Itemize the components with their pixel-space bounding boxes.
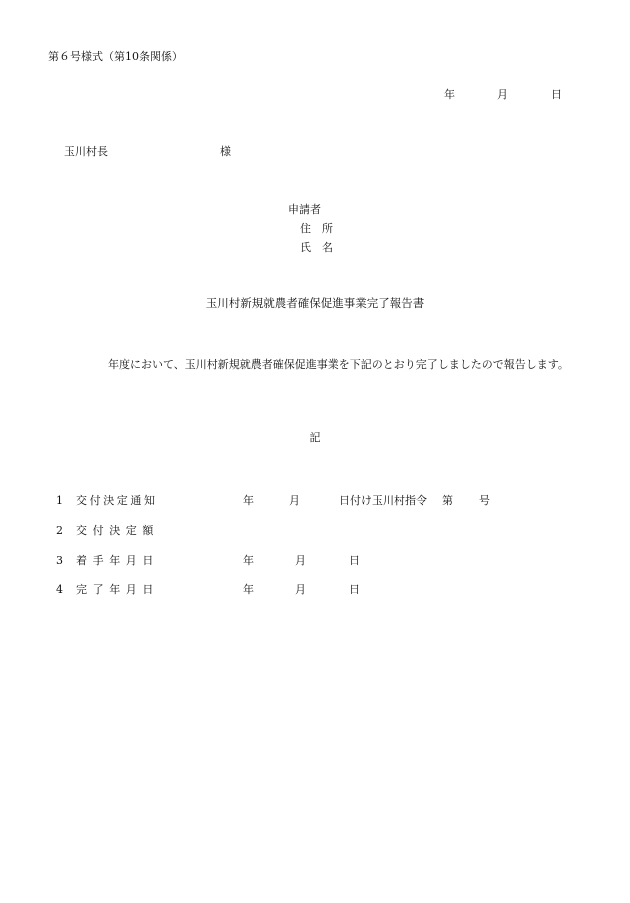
applicant-name-label: 氏 名 (300, 241, 333, 254)
date-month: 月 (497, 88, 508, 101)
item-4-year: 年 (243, 583, 254, 596)
item-1-go: 号 (479, 494, 490, 507)
applicant-label: 申請者 (288, 203, 321, 216)
item-1-number: 1 (56, 494, 63, 507)
item-1-month: 月 (289, 494, 300, 507)
item-3-day: 日 (349, 554, 360, 567)
date-year: 年 (444, 88, 455, 101)
item-3-month: 月 (295, 554, 306, 567)
item-1-label: 交付決定通知 (76, 494, 158, 507)
applicant-address-label: 住 所 (300, 222, 333, 235)
ki-heading: 記 (309, 431, 321, 444)
addressee-name: 玉川村長 (64, 145, 108, 158)
item-1-year: 年 (243, 494, 254, 507)
item-1-dai: 第 (442, 494, 453, 507)
body-text: 年度において、玉川村新規就農者確保促進事業を下記のとおり完了しましたので報告します。 (108, 358, 569, 371)
item-4-month: 月 (295, 583, 306, 596)
item-1-date-tail: 日付け玉川村指令 (339, 494, 427, 507)
addressee-honorific: 様 (220, 145, 231, 158)
item-4-label: 完了年月日 (76, 583, 159, 596)
item-4-number: 4 (56, 583, 63, 596)
document-title: 玉川村新規就農者確保促進事業完了報告書 (205, 296, 425, 310)
item-3-label: 着手年月日 (76, 554, 159, 567)
item-3-year: 年 (243, 554, 254, 567)
item-4-day: 日 (349, 583, 360, 596)
item-3-number: 3 (56, 554, 63, 567)
item-2-label: 交付決定額 (76, 524, 159, 537)
form-number: 第６号様式（第10条関係） (48, 50, 183, 63)
item-2-number: 2 (56, 524, 63, 537)
date-day: 日 (551, 88, 562, 101)
